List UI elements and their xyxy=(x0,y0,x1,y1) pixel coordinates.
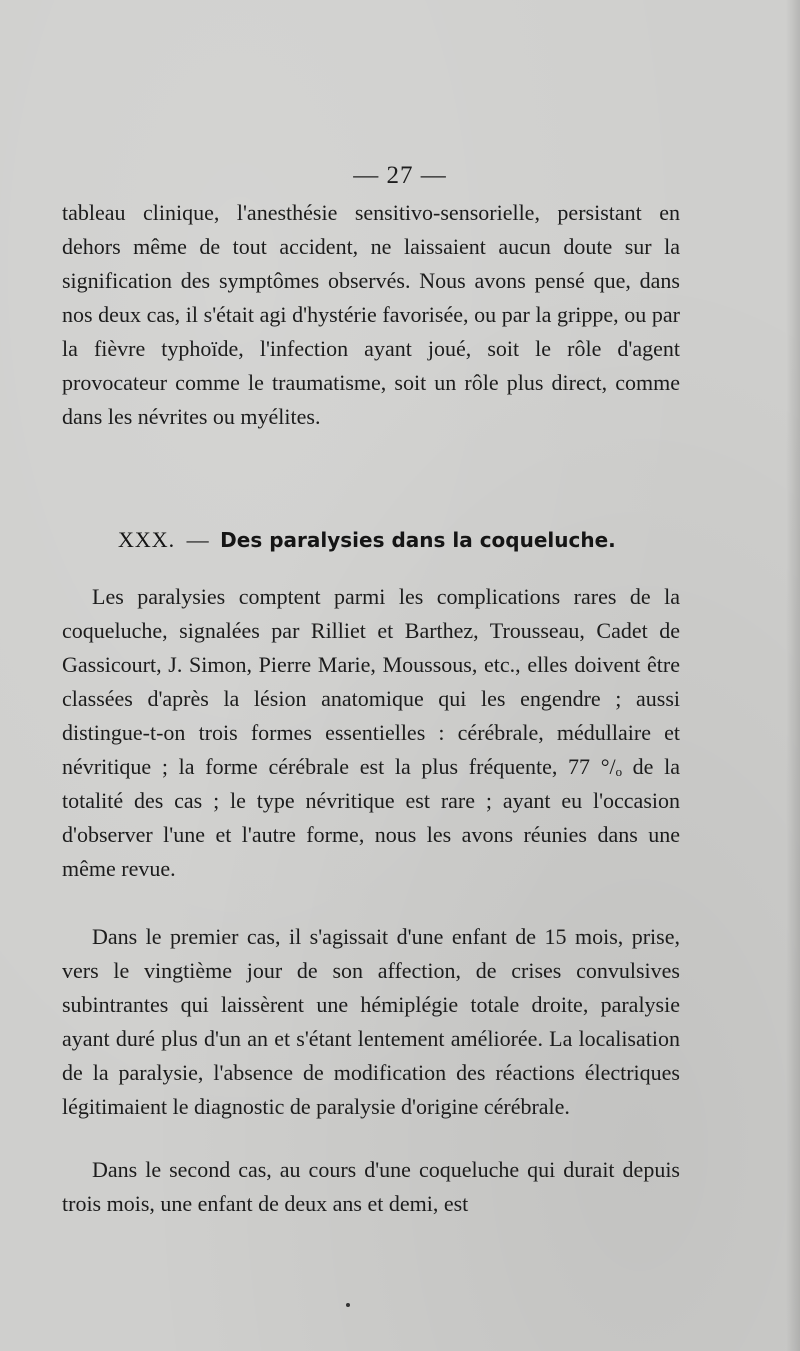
section-number: XXX. xyxy=(118,527,176,552)
section-dash: — xyxy=(186,527,209,552)
ink-speck xyxy=(346,1303,350,1307)
continued-paragraph: tableau clinique, l'anesthésie sensitivo-sensorielle, persistant en dehors même de tout accident, ne laissaient aucun doute sur la signification des symptômes observés. Nous avons pensé que, dans nos deux cas, il s'était agi d'hystérie favorisée, ou par la grippe, ou par la fièvre typhoïde, l'infection ayant joué, soit le rôle d'agent provocateur comme le traumatisme, soit un rôle plus direct, comme dans les névrites ou myélites. xyxy=(62,200,680,429)
section-heading xyxy=(118,527,718,553)
paragraph: Les paralysies comptent parmi les complications rares de la coqueluche, signalées par Rilliet et Barthez, Trousseau, Cadet de Gassicourt, J. Simon, Pierre Marie, Moussous, etc., elles doivent être classées d'après la lésion anatomique qui les engendre ; aussi distingue-t-on trois formes essentielles : cérébrale, médullaire et névritique ; la forme cérébrale est la plus fréquente, 77 °/ₒ de la totalité des cas ; le type névritique est rare ; ayant eu l'occasion d'observer l'une et l'autre forme, nous les avons réunies dans une même revue. xyxy=(62,584,680,881)
page-number: — 27 — xyxy=(353,162,447,189)
paragraph: Dans le premier cas, il s'agissait d'une enfant de 15 mois, prise, vers le vingtième jour de son affection, de crises convulsives subintrantes qui laissèrent une hémiplégie totale droite, paralysie ayant duré plus d'un an et s'étant lentement améliorée. La localisation de la paralysie, l'absence de modification des réactions électriques légitimaient le diagnostic de paralysie d'origine cérébrale. xyxy=(62,924,680,1119)
page-edge-shadow xyxy=(786,0,800,1351)
paragraph: Dans le second cas, au cours d'une coqueluche qui durait depuis trois mois, une enfant de deux ans et demi, est xyxy=(62,1157,680,1216)
section-title: Des paralysies dans la coqueluche. xyxy=(220,528,616,552)
